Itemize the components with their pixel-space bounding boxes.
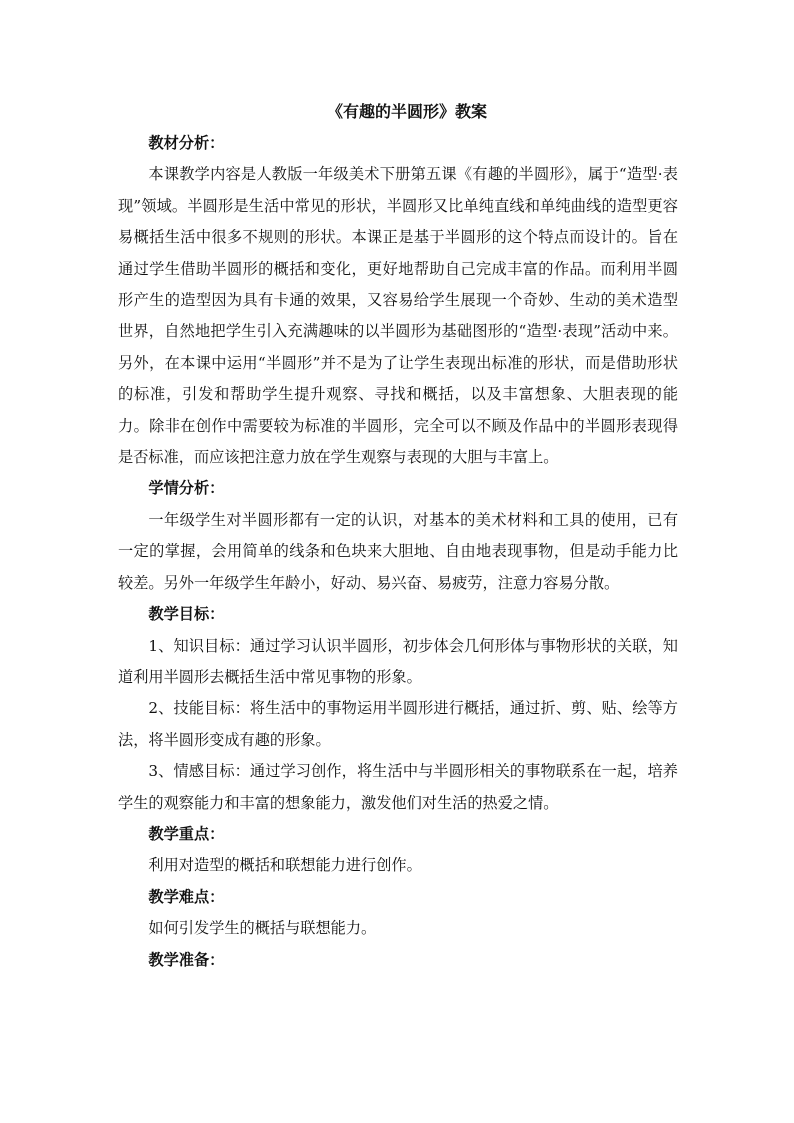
paragraph-teaching-difficulty: 如何引发学生的概括与联想能力。 — [148, 919, 377, 938]
document-title: 《有趣的半圆形》教案 — [326, 102, 487, 121]
document-body — [118, 128, 678, 976]
section-heading-student-analysis: 学情分析： — [148, 479, 225, 498]
section-heading-teaching-difficulty: 教学难点： — [148, 887, 225, 906]
paragraph-goal-skill: 2、技能目标：将生活中的事物运用半圆形进行概括，通过折、剪、贴、绘等方法，将半圆形变成有趣的形象。 — [118, 699, 678, 749]
section-heading-teaching-key-point: 教学重点： — [148, 824, 225, 843]
section-heading-teaching-preparation: 教学准备： — [148, 950, 225, 969]
paragraph-goal-emotion: 3、情感目标：通过学习创作，将生活中与半圆形相关的事物联系在一起，培养学生的观察能力和丰富的想象能力，激发他们对生活的热爱之情。 — [118, 762, 678, 812]
section-heading-material-analysis: 教材分析： — [148, 134, 225, 152]
paragraph-teaching-key-point: 利用对造型的概括和联想能力进行创作。 — [148, 856, 422, 875]
section-heading-teaching-goals: 教学目标： — [148, 605, 225, 624]
paragraph-student-analysis: 一年级学生对半圆形都有一定的认识，对基本的美术材料和工具的使用，已有一定的掌握，会用简单的线条和色块来大胆地、自由地表现事物，但是动手能力比较差。另外一年级学生年龄小，好动、易兴奋、易疲劳，注意力容易分散。 — [118, 510, 678, 592]
paragraph-goal-knowledge: 1、知识目标：通过学习认识半圆形，初步体会几何形体与事物形状的关联，知道利用半圆形去概括生活中常见事物的形象。 — [118, 636, 678, 686]
paragraph-material-analysis: 本课教学内容是人教版一年级美术下册第五课《有趣的半圆形》，属于“造型·表现”领域。半圆形是生活中常见的形状，半圆形又比单纯直线和单纯曲线的造型更容易概括生活中很多不规则的形状。本课正是基于半圆形的这个特点而设计的。旨在通过学生借助半圆形的概括和变化，更好地帮助自己完成丰富的作品。而利用半圆形产生的造型因为具有卡通的效果，又容易给学生展现一个奇妙、生动的美术造型世界，自然地把学生引入充满趣味的以半圆形为基础图形的“造型·表现”活动中来。另外，在本课中运用“半圆形”并不是为了让学生表现出标准的形状，而是借助形状的标准，引发和帮助学生提升观察、寻找和概括，以及丰富想象、大胆表现的能力。除非在创作中需要较为标准的半圆形，完全可以不顾及作品中的半圆形表现得是否标准，而应该把注意力放在学生观察与表现的大胆与丰富上。 — [118, 165, 678, 467]
